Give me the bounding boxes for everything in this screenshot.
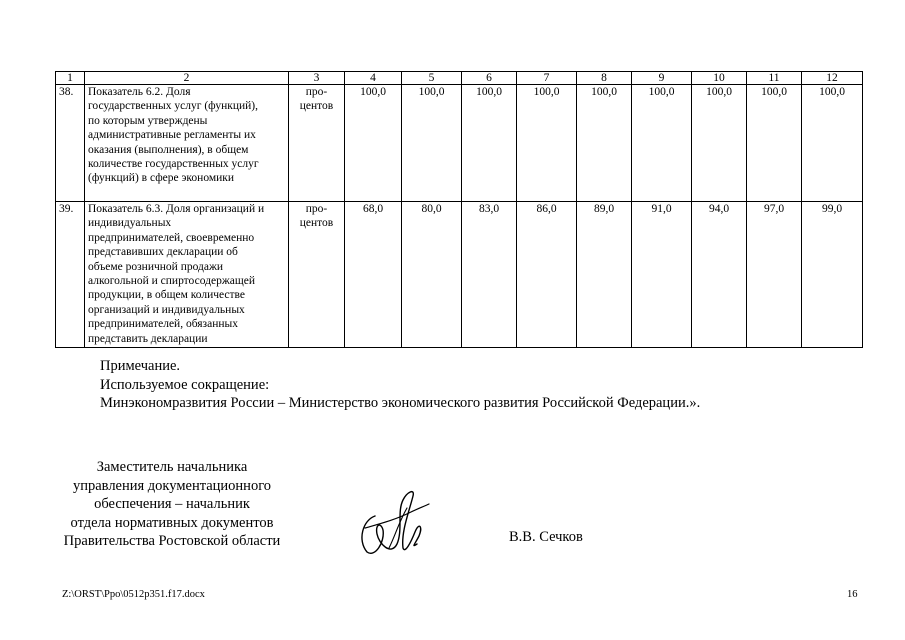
header-cell: 10: [692, 72, 747, 85]
value-cell: 86,0: [517, 202, 577, 348]
header-cell: 3: [289, 72, 345, 85]
value-cell: 83,0: [462, 202, 517, 348]
indicators-table: [55, 71, 863, 348]
value-cell: 100,0: [692, 85, 747, 202]
signatory-title-line: обеспечения – начальник: [94, 496, 250, 512]
unit-cell: про- центов: [289, 202, 345, 348]
value-cell: 91,0: [632, 202, 692, 348]
value-cell: 100,0: [802, 85, 863, 202]
note-abbr-text: Минэкономразвития России – Министерство экономического развития Российской Федерации.».: [100, 395, 701, 411]
signatory-name: В.В. Сечков: [509, 529, 583, 545]
table-row: [56, 85, 863, 202]
note-title: Примечание.: [100, 358, 181, 374]
value-cell: 100,0: [747, 85, 802, 202]
file-path: Z:\ORST\Ppo\0512p351.f17.docx: [62, 589, 205, 600]
signatory-title-line: Правительства Ростовской области: [63, 533, 281, 549]
signatory-title: [56, 458, 288, 551]
table-header-row: [56, 72, 863, 85]
header-cell: 5: [402, 72, 462, 85]
header-cell: 9: [632, 72, 692, 85]
value-cell: 80,0: [402, 202, 462, 348]
value-cell: 68,0: [345, 202, 402, 348]
signatory-title-line: отдела нормативных документов: [70, 514, 274, 531]
row-number: 39.: [56, 202, 85, 348]
header-cell: 6: [462, 72, 517, 85]
signatory-title-line: Заместитель начальника: [96, 459, 248, 475]
header-cell: 2: [85, 72, 289, 85]
unit-cell: про- центов: [289, 85, 345, 202]
value-cell: 100,0: [632, 85, 692, 202]
header-cell: 7: [517, 72, 577, 85]
header-cell: 11: [747, 72, 802, 85]
header-cell: 1: [56, 72, 85, 85]
value-cell: 100,0: [402, 85, 462, 202]
header-cell: 12: [802, 72, 863, 85]
value-cell: 99,0: [802, 202, 863, 348]
signatory-title-line: управления документационного: [72, 477, 272, 494]
value-cell: 100,0: [345, 85, 402, 202]
value-cell: 100,0: [517, 85, 577, 202]
value-cell: 94,0: [692, 202, 747, 348]
table-row: [56, 202, 863, 348]
page-number: 16: [847, 589, 858, 600]
value-cell: 100,0: [462, 85, 517, 202]
header-cell: 4: [345, 72, 402, 85]
value-cell: 89,0: [577, 202, 632, 348]
header-cell: 8: [577, 72, 632, 85]
indicator-name: Показатель 6.3. Доля организаций и индивидуальных предпринимателей, своевременно представивших декларации об объеме розничной продажи алкогольной и спиртосодержащей продукции, в общем количестве организаций и индивидуальных предпринимателей, обязанных представить декларации: [85, 202, 289, 348]
row-number: 38.: [56, 85, 85, 202]
value-cell: 100,0: [577, 85, 632, 202]
value-cell: 97,0: [747, 202, 802, 348]
note-abbr-label: Используемое сокращение:: [100, 376, 270, 393]
handwritten-signature: [345, 482, 435, 562]
indicator-name: Показатель 6.2. Доля государственных услуг (функций), по которым утверждены административные регламенты их оказания (выполнения), в общем количестве государственных услуг (функций) в сфере экономики: [85, 85, 289, 202]
note-block: [100, 357, 860, 413]
